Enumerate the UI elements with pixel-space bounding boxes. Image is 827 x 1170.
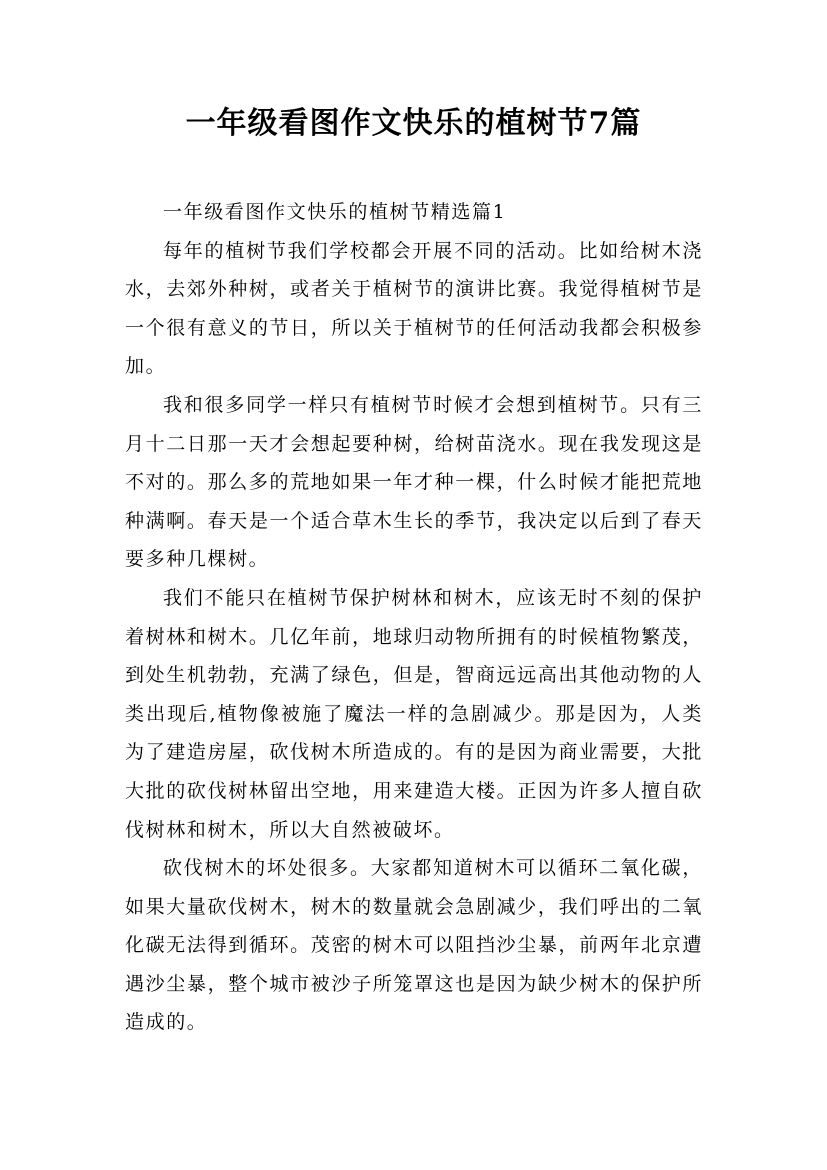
section-heading: 一年级看图作文快乐的植树节精选篇1 bbox=[163, 201, 507, 223]
paragraph-3: 我们不能只在植树节保护树林和树木，应该无时不刻的保护着树林和树木。几亿年前，地球归动物所拥有的时候植物繁茂，到处生机勃勃，充满了绿色，但是，智商远远高出其他动物的人类出现后,植物像被施了魔法一样的急剧减少。那是因为，人类为了建造房屋，砍伐树木所造成的。有的是因为商业需要，大批大批的砍伐树林留出空地，用来建造大楼。正因为许多人擅自砍伐树林和树木，所以大自然被破坏。 bbox=[125, 586, 703, 841]
paragraph-2: 我和很多同学一样只有植树节时候才会想到植树节。只有三月十二日那一天才会想起要种树，给树苗浇水。现在我发现这是不对的。那么多的荒地如果一年才种一棵，什么时候才能把荒地种满啊。春天是一个适合草木生长的季节，我决定以后到了春天要多种几棵树。 bbox=[125, 393, 703, 571]
paragraph-1: 每年的植树节我们学校都会开展不同的活动。比如给树木浇水，去郊外种树，或者关于植树节的演讲比赛。我觉得植树节是一个很有意义的节日，所以关于植树节的任何活动我都会积极参加。 bbox=[125, 239, 703, 378]
paragraph-4: 砍伐树木的坏处很多。大家都知道树木可以循环二氧化碳，如果大量砍伐树木，树木的数量就会急剧减少，我们呼出的二氧化碳无法得到循环。茂密的树木可以阻挡沙尘暴，前两年北京遭遇沙尘暴，整个城市被沙子所笼罩这也是因为缺少树木的保护所造成的。 bbox=[125, 857, 703, 1034]
document-body bbox=[125, 193, 703, 1042]
document-title: 一年级看图作文快乐的植树节7篇 bbox=[185, 106, 642, 141]
